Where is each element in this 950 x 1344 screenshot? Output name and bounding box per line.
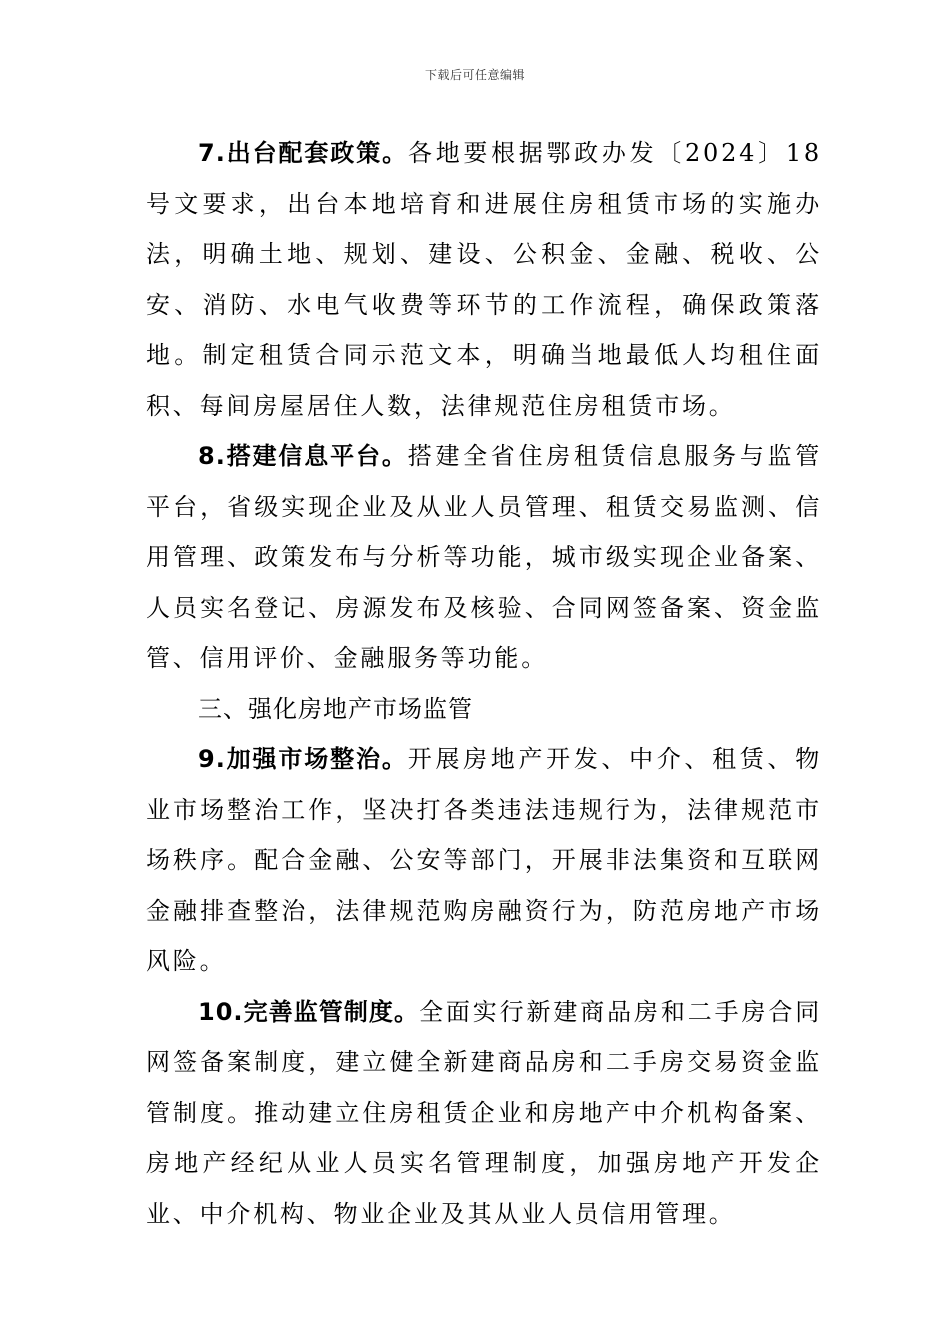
paragraph-text: 全面实行新建商品房和二手房合同网签备案制度，建立健全新建商品房和二手房交易资金监管制度。推动建立住房租赁企业和房地产中介机构备案、房地产经纪从业人员实名管理制度，加强房地产开发企业、中介机构、物业企业及其从业人员信用管理。 [146,997,823,1228]
paragraph-item-8 [146,431,822,684]
section-heading: 三、强化房地产市场监管 [198,694,473,723]
paragraph-text: 各地要根据鄂政办发〔2024〕18号文要求，出台本地培育和进展住房租赁市场的实施办法，明确土地、规划、建设、公积金、金融、税收、公安、消防、水电气收费等环节的工作流程，确保政策落地。制定租赁合同示范文本，明确当地最低人均租住面积、每间房屋居住人数，法律规范住房租赁市场。 [146,139,822,420]
paragraph-item-9 [146,734,822,987]
paragraph-lead: 8.搭建信息平台。 [198,442,408,470]
paragraph-text: 搭建全省住房租赁信息服务与监管平台，省级实现企业及从业人员管理、租赁交易监测、信用管理、政策发布与分析等功能，城市级实现企业备案、人员实名登记、房源发布及核验、合同网签备案、资金监管、信用评价、金融服务等功能。 [146,442,822,672]
paragraph-item-10 [146,987,822,1240]
page-header-note: 下载后可任意编辑 [424,68,525,82]
paragraph-lead: 10.完善监管制度。 [198,997,420,1026]
paragraph-item-7 [146,128,822,431]
paragraph-lead: 7.出台配套政策。 [198,139,408,167]
paragraph-lead: 9.加强市场整治。 [198,745,408,773]
paragraph-text: 开展房地产开发、中介、租赁、物业市场整治工作，坚决打各类违法违规行为，法律规范市场秩序。配合金融、公安等部门，开展非法集资和互联网金融排查整治，法律规范购房融资行为，防范房地产市场风险。 [146,745,822,975]
document-body [146,128,822,1239]
